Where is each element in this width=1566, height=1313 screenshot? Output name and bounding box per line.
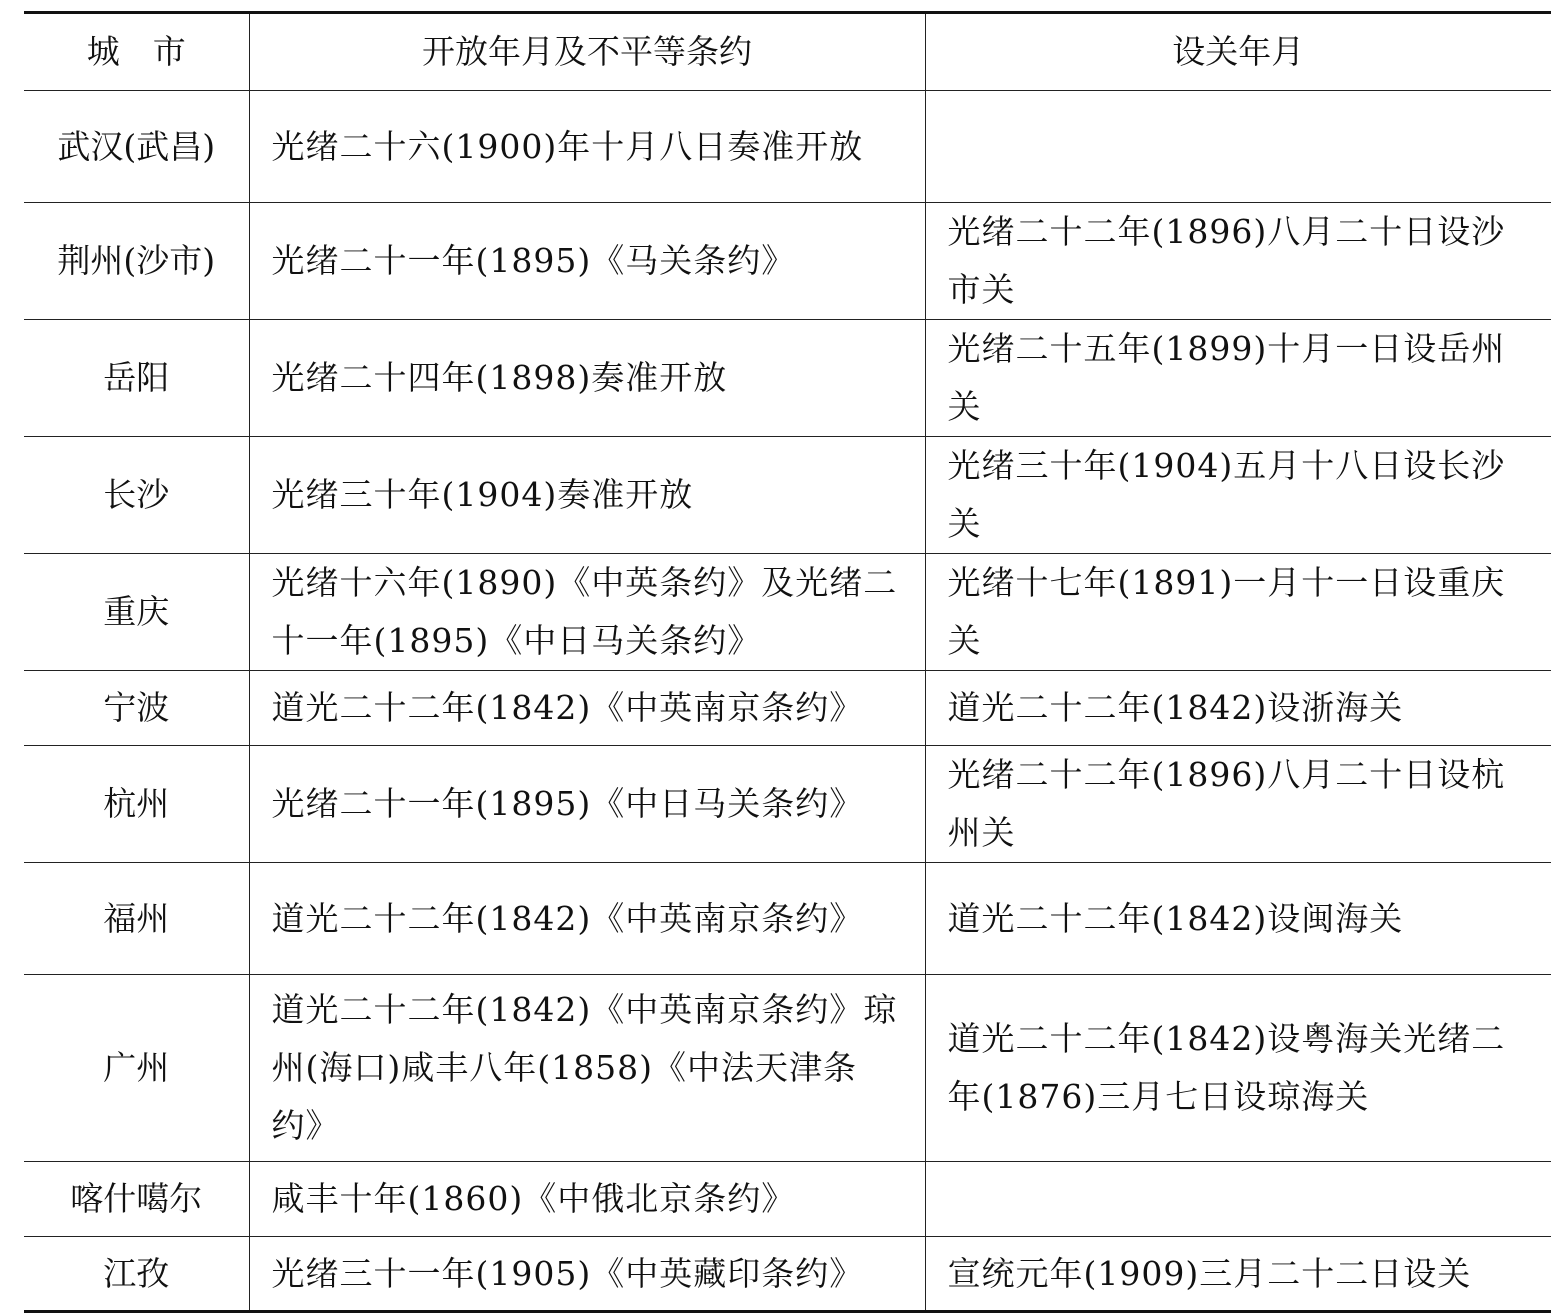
customs-cell	[925, 91, 1551, 203]
table-row	[24, 91, 1551, 203]
opened-cell	[249, 1237, 925, 1312]
city-cell: 杭州	[24, 746, 249, 863]
treaty-ports-table	[24, 11, 1551, 1313]
table-row	[24, 203, 1551, 320]
customs-cell	[925, 1162, 1551, 1237]
opened-cell	[249, 203, 925, 320]
customs-text: 光绪三十年(1904)五月十八日设长沙关	[947, 446, 1506, 543]
city-cell: 长沙	[24, 437, 249, 554]
city-cell: 广州	[24, 975, 249, 1162]
table-row	[24, 746, 1551, 863]
customs-text: 光绪二十五年(1899)十月一日设岳州关	[947, 329, 1506, 426]
customs-text: 光绪二十二年(1896)八月二十日设杭州关	[947, 755, 1506, 852]
city-cell: 岳阳	[24, 320, 249, 437]
opened-text: 道光二十二年(1842)《中英南京条约》	[271, 688, 864, 727]
table-row	[24, 1237, 1551, 1312]
customs-text: 宣统元年(1909)三月二十二日设关	[947, 1253, 1472, 1293]
city-cell: 武汉(武昌)	[24, 91, 249, 203]
opened-cell	[249, 91, 925, 203]
opened-cell	[249, 671, 925, 746]
customs-text: 光绪十七年(1891)一月十一日设重庆关	[947, 563, 1506, 660]
opened-cell	[249, 863, 925, 975]
opened-cell	[249, 320, 925, 437]
header-city: 城 市	[24, 13, 249, 91]
header-customs-date: 设关年月	[925, 13, 1551, 91]
customs-text: 光绪二十二年(1896)八月二十日设沙市关	[947, 212, 1506, 309]
opened-cell	[249, 437, 925, 554]
opened-text: 道光二十二年(1842)《中英南京条约》	[271, 898, 864, 938]
customs-text: 道光二十二年(1842)设粤海关光绪二年(1876)三月七日设琼海关	[947, 1019, 1506, 1116]
customs-cell	[925, 320, 1551, 437]
customs-cell	[925, 1237, 1551, 1312]
opened-cell	[249, 746, 925, 863]
opened-text: 咸丰十年(1860)《中俄北京条约》	[271, 1179, 796, 1218]
opened-cell	[249, 975, 925, 1162]
table-row	[24, 1162, 1551, 1237]
table-row	[24, 554, 1551, 671]
customs-text: 道光二十二年(1842)设浙海关	[947, 688, 1404, 727]
city-cell: 福州	[24, 863, 249, 975]
opened-text: 光绪十六年(1890)《中英条约》及光绪二十一年(1895)《中日马关条约》	[271, 563, 898, 660]
table-row	[24, 671, 1551, 746]
table-row	[24, 975, 1551, 1162]
customs-cell	[925, 863, 1551, 975]
opened-text: 光绪三十年(1904)奏准开放	[271, 475, 694, 514]
customs-cell	[925, 203, 1551, 320]
opened-text: 道光二十二年(1842)《中英南京条约》琼州(海口)咸丰八年(1858)《中法天津条约》	[271, 990, 898, 1145]
customs-cell	[925, 554, 1551, 671]
city-cell: 江孜	[24, 1237, 249, 1312]
city-cell: 喀什噶尔	[24, 1162, 249, 1237]
customs-cell	[925, 746, 1551, 863]
opened-cell	[249, 554, 925, 671]
opened-cell	[249, 1162, 925, 1237]
header-opened-treaty: 开放年月及不平等条约	[249, 13, 925, 91]
city-cell: 荆州(沙市)	[24, 203, 249, 320]
table-row	[24, 437, 1551, 554]
customs-cell	[925, 671, 1551, 746]
table-row	[24, 320, 1551, 437]
opened-text: 光绪二十四年(1898)奏准开放	[271, 358, 728, 397]
opened-text: 光绪二十一年(1895)《中日马关条约》	[271, 784, 864, 823]
customs-cell	[925, 437, 1551, 554]
opened-text: 光绪二十一年(1895)《马关条约》	[271, 241, 796, 280]
opened-text: 光绪三十一年(1905)《中英藏印条约》	[271, 1253, 864, 1293]
table-row	[24, 863, 1551, 975]
opened-text: 光绪二十六(1900)年十月八日奏准开放	[271, 126, 864, 166]
city-cell: 重庆	[24, 554, 249, 671]
header-row	[24, 13, 1551, 91]
customs-text: 道光二十二年(1842)设闽海关	[947, 898, 1404, 938]
customs-cell	[925, 975, 1551, 1162]
city-cell: 宁波	[24, 671, 249, 746]
